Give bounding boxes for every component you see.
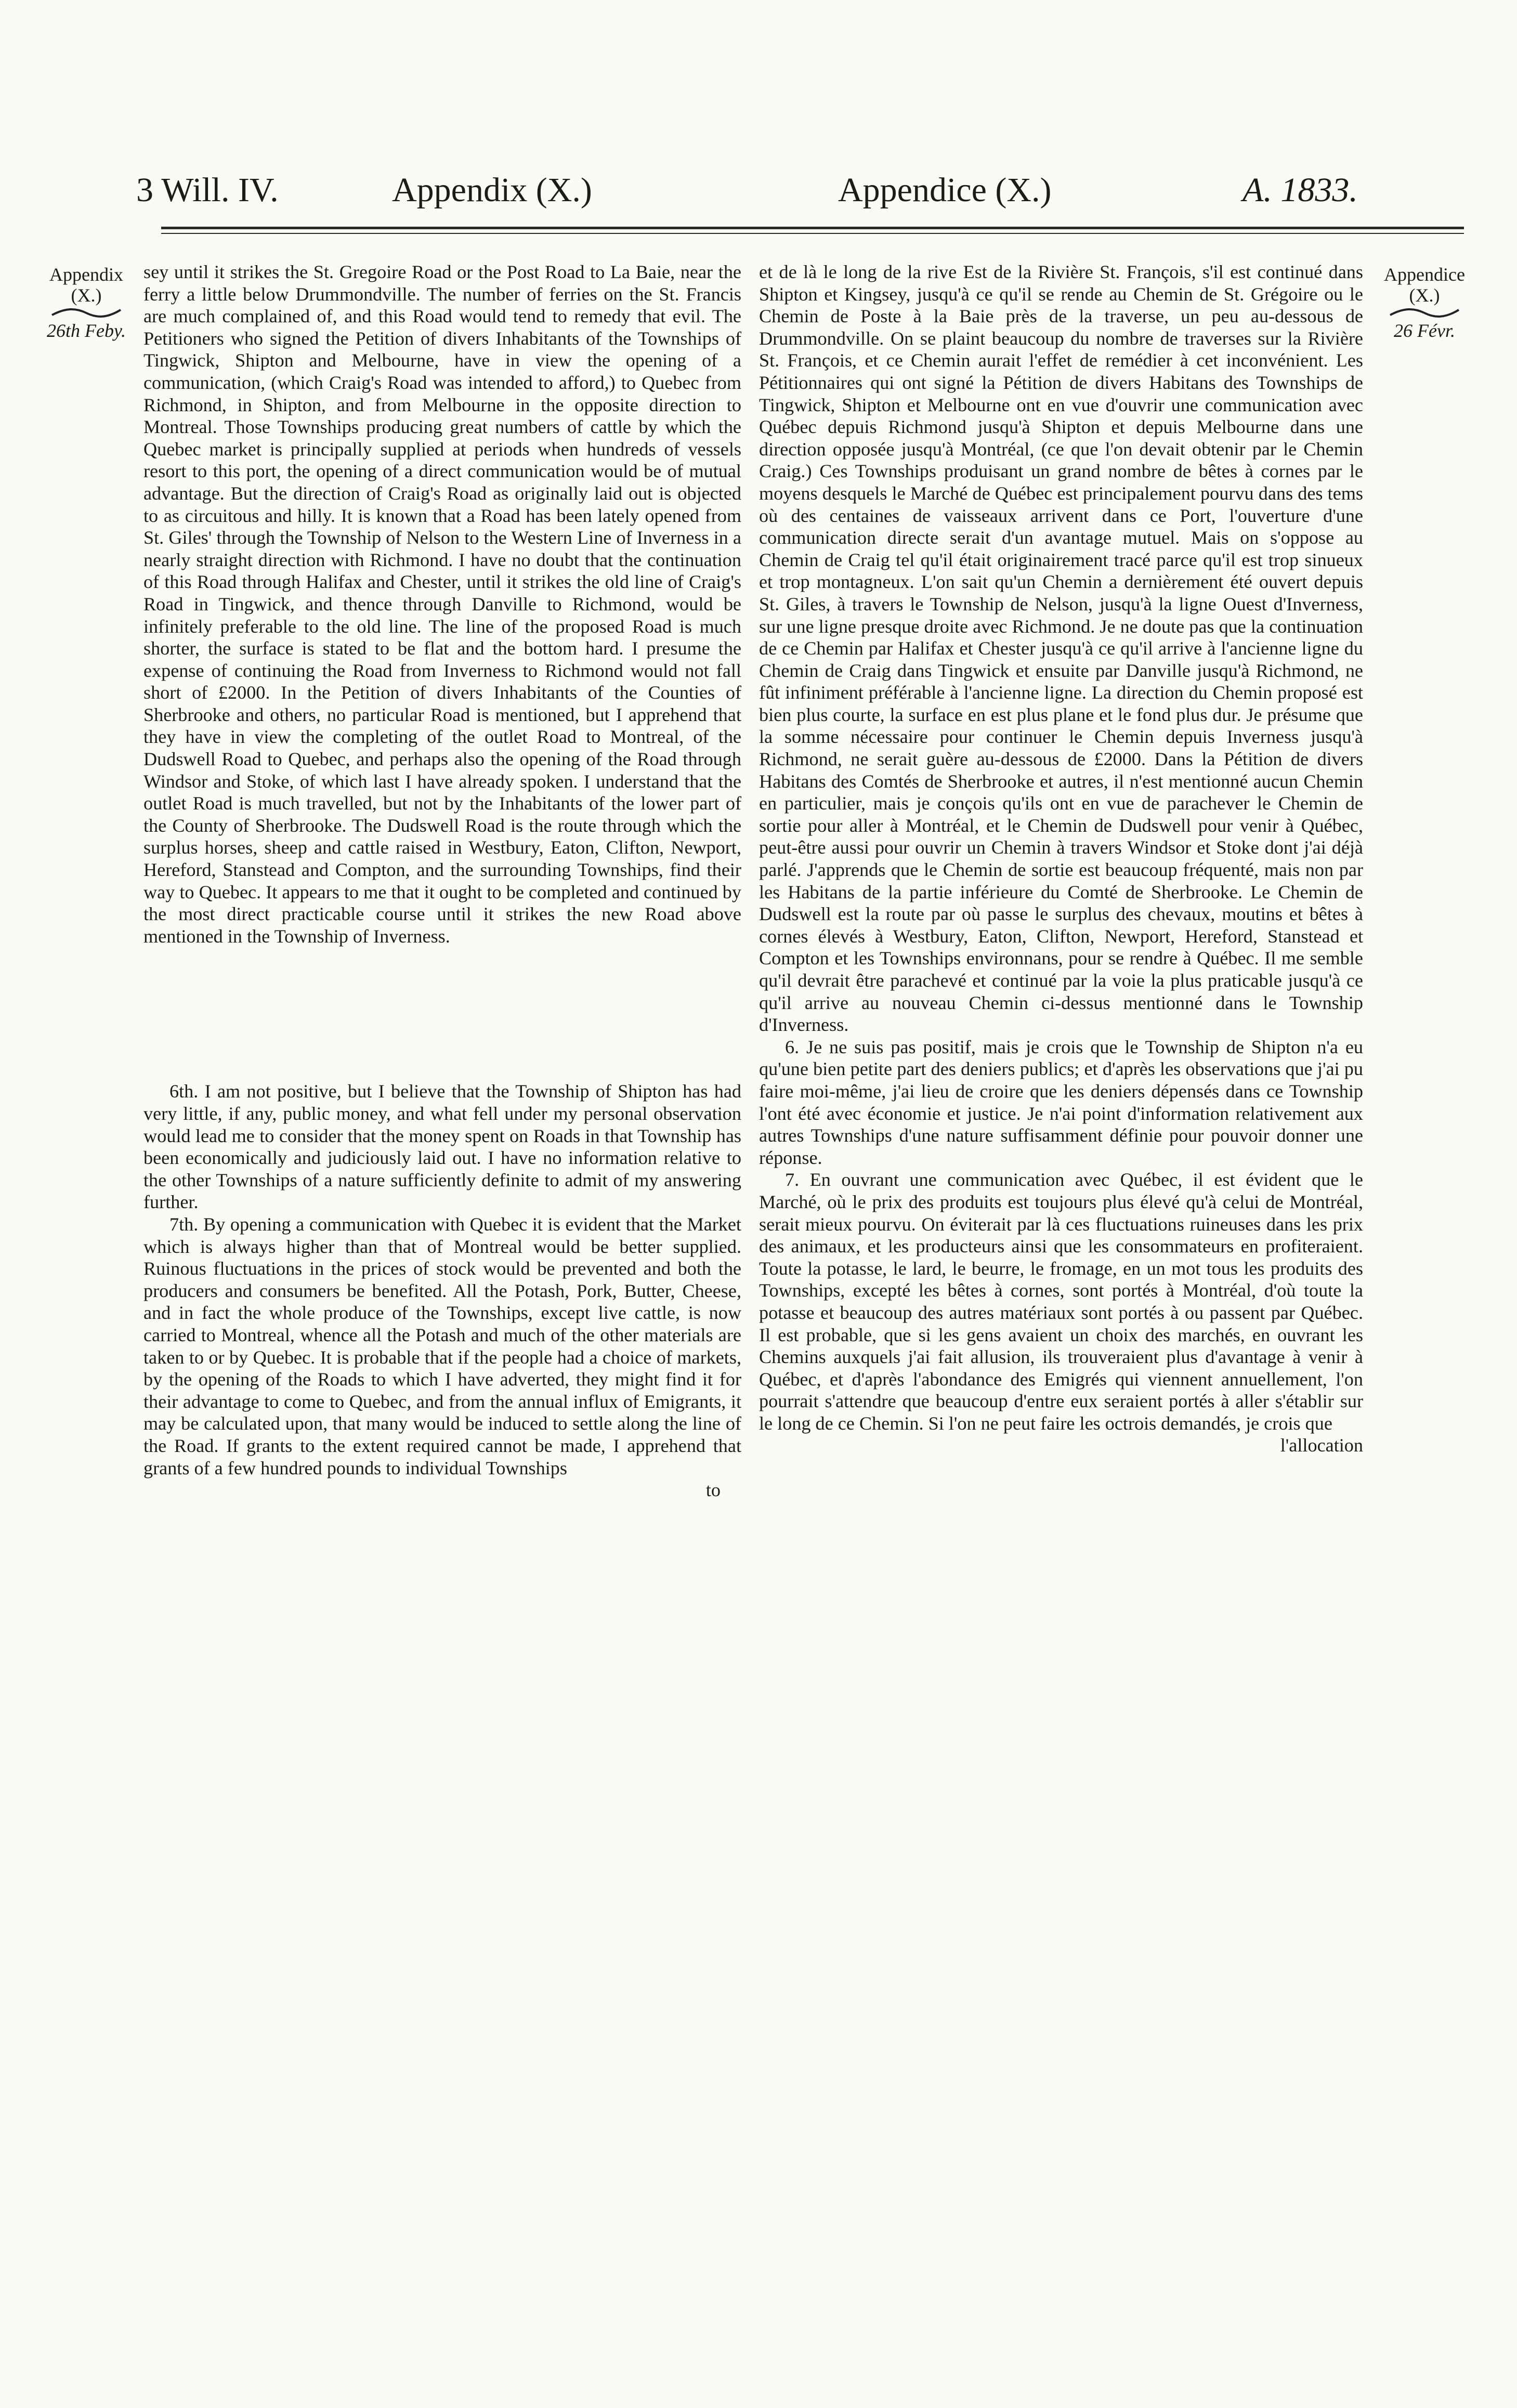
margin-code: (X.) xyxy=(1409,285,1440,306)
appendix-title-french: Appendice (X.) xyxy=(838,171,1052,209)
english-paragraph-6: 6th. I am not positive, but I believe that the Township of Shipton has had very little, if any, public money, and what fell under my personal observation would lead me to consider that the money spent on Roads in that Township has been economically and judiciously laid out. I have no information relative to the other Townships of a nature sufficiently definite to admit of my answering further. xyxy=(143,1081,741,1213)
english-column xyxy=(143,261,741,1501)
french-paragraph-6: 6. Je ne suis pas positif, mais je crois que le Township de Shipton n'a eu qu'une bien petite part des deniers publics; et d'après les observations que j'ai pu faire moi-même, j'ai lieu de croire que les deniers dépensés dans ce Township l'ont été avec économie et justice. Je n'ai point d'information relativement aux autres Townships d'une nature suffisamment définie pour pouvoir donner une réponse. xyxy=(759,1036,1363,1168)
margin-label: Appendix xyxy=(49,264,123,285)
english-paragraph: sey until it strikes the St. Gregoire Road or the Post Road to La Baie, near the ferry a little below Drummondville. The number of ferries on the St. Francis are much complained of, and this Road would tend to remedy that evil. The Petitioners who signed the Petition of divers Inhabitants of the Townships of Tingwick, Shipton and Melbourne, have in view the opening of a communication, (which Craig's Road was intended to afford,) to Quebec from Richmond, in Shipton, and from Melbourne in the opposite direction to Montreal. Those Townships producing great numbers of cattle by which the Quebec market is principally supplied at periods when hundreds of vessels resort to this port, the opening of a direct communication would be of mutual advantage. But the direction of Craig's Road as originally laid out is objected to as circuitous and hilly. It is known that a Road has been lately opened from St. Giles' through the Township of Nelson to the Western Line of Inverness in a nearly straight direction with Richmond. I have no doubt that the continuation of this Road through Halifax and Chester, until it strikes the old line of Craig's Road in Tingwick, and thence through Danville to Richmond, would be infinitely preferable to the old line. The line of the proposed Road is much shorter, the surface is stated to be flat and the bottom hard. I presume the expense of continuing the Road from Inverness to Richmond would not fall short of £2000. In the Petition of divers Inhabitants of the Counties of Sherbrooke and others, no particular Road is mentioned, but I apprehend that they have in view the completing of the outlet Road to Montreal, of the Dudswell Road to Quebec, and perhaps also the opening of the Road through Windsor and Stoke, of which last I have already spoken. I understand that the outlet Road is much travelled, but not by the Inhabitants of the lower part of the County of Sherbrooke. The Dudswell Road is the route through which the surplus horses, sheep and cattle raised in Westbury, Eaton, Clifton, Newport, Hereford, Stanstead and Compton, and the surrounding Townships, find their way to Quebec. It appears to me that it ought to be completed and continued by the most direct practicable course until it strikes the new Road above mentioned in the Township of Inverness. xyxy=(143,261,741,947)
reign-label: 3 Will. IV. xyxy=(136,171,279,209)
year-label: A. 1833. xyxy=(1243,171,1358,209)
margin-date: 26 Févr. xyxy=(1394,320,1455,341)
english-paragraph-7: 7th. By opening a communication with Quebec it is evident that the Market which is always higher than that of Montreal would be better supplied. Ruinous fluctuations in the prices of stock would be prevented and both the producers and consumers be benefited. All the Potash, Pork, Butter, Cheese, and in fact the whole produce of the Townships, except live cattle, is now carried to Montreal, whence all the Potash and much of the other materials are taken to or by Quebec. It is probable that if the people had a choice of markets, by the opening of the Roads to which I have adverted, they might find it for their advantage to come to Quebec, and from the annual influx of Emigrants, it may be calculated upon, that many would be induced to settle along the line of the Road. If grants to the extent required cannot be made, I apprehend that grants of a few hundred pounds to individual Townships xyxy=(143,1213,741,1478)
appendix-title-english: Appendix (X.) xyxy=(392,171,592,209)
margin-date: 26th Feby. xyxy=(47,320,126,341)
header-rule-thin xyxy=(161,233,1464,234)
header-rule-thick xyxy=(161,227,1464,229)
french-column xyxy=(759,261,1363,1457)
french-paragraph-7: 7. En ouvrant une communication avec Québec, il est évident que le Marché, où le prix des produits est toujours plus élevé qu'à celui de Montréal, serait mieux pourvu. On éviterait par là ces fluctuations ruineuses dans les prix des animaux, et les producteurs ainsi que les consommateurs en profiteraient. Toute la potasse, le lard, le beurre, le fromage, en un mot tous les produits des Townships, excepté les bêtes à cornes, sont portés à Montréal, d'où toute la potasse et beaucoup des autres matériaux sont portés à ou passent par Québec. Il est probable, que si les gens avaient un choix des marchés, en ouvrant les Chemins auxquels j'ai fait allusion, ils trouveraient plus d'avantage à venir à Québec, et d'après l'abondance des Emigrés qui viennent annuellement, l'on pourrait s'attendre que beaucoup d'entre eux seraient portés à aller s'établir sur le long de ce Chemin. Si l'on ne peut faire les octrois demandés, je crois que xyxy=(759,1169,1363,1434)
french-paragraph: et de là le long de la rive Est de la Rivière St. François, s'il est continué dans Shipton et Kingsey, jusqu'à ce qu'il se rende au Chemin de St. Grégoire ou le Chemin de Poste à la Baie près de la traverse, un peu au-dessous de Drummondville. On se plaint beaucoup du nombre de traverses sur la Rivière St. François, et ce Chemin aurait l'effet de remédier à cet inconvénient. Les Pétitionnaires qui ont signé la Pétition de divers Habitans des Townships de Tingwick, Shipton et Melbourne ont en vue d'ouvrir une communication avec Québec depuis Richmond jusqu'à Shipton et depuis Melbourne dans une direction opposée jusqu'à Montréal, (ce que l'on devait obtenir par le Chemin Craig.) Ces Townships produisant un grand nombre de bêtes à cornes par le moyens desquels le Marché de Québec est principalement pourvu dans des tems où des centaines de vaisseaux arrivent dans ce Port, l'ouverture d'une communication directe serait d'un avantage mutuel. Mais on s'oppose au Chemin de Craig tel qu'il était originairement tracé parce qu'il est trop sinueux et trop montagneux. L'on sait qu'un Chemin a dernièrement été ouvert depuis St. Giles, à travers le Township de Nelson, jusqu'à la ligne Ouest d'Inverness, sur une ligne presque droite avec Richmond. Je ne doute pas que la continuation de ce Chemin par Halifax et Chester jusqu'à ce qu'il arrive à l'ancienne ligne du Chemin de Craig dans Tingwick et ensuite par Danville jusqu'à Richmond, ne fût infiniment préférable à l'ancienne ligne. La direction du Chemin proposé est bien plus courte, la surface en est plus plane et le fond plus dur. Je présume que la somme nécessaire pour continuer le Chemin depuis Inverness jusqu'à Richmond, ne serait guère au-dessous de £2000. Dans la Pétition de divers Habitans des Comtés de Sherbrooke et autres, il n'est mentionné aucun Chemin en particulier, mais je conçois qu'ils ont en vue de parachever le Chemin de sortie pour aller à Montréal, et le Chemin de Dudswell pour venir à Québec, peut-être aussi pour ouvrir un Chemin à travers Windsor et Stoke dont j'ai déjà parlé. J'apprends que le Chemin de sortie est beaucoup fréquenté, mais non par les Habitans de la partie inférieure du Comté de Sherbrooke. Le Chemin de Dudswell est la route par où passe le surplus des chevaux, moutins et bêtes à cornes élevés à Westbury, Eaton, Clifton, Newport, Hereford, Stanstead et Compton et les Townships environnans, pour se rendre à Québec. Il me semble qu'il devrait être parachevé et continué par la voie la plus praticable jusqu'à ce qu'il arrive au nouveau Chemin ci-dessus mentionné dans le Township d'Inverness. xyxy=(759,261,1363,1036)
margin-label: Appendice xyxy=(1384,264,1465,285)
margin-code: (X.) xyxy=(71,285,102,306)
left-margin-note xyxy=(24,264,149,341)
right-margin-note xyxy=(1362,264,1487,341)
flourish-icon xyxy=(1388,307,1461,318)
flourish-icon xyxy=(50,307,123,318)
french-catchword: l'allocation xyxy=(1280,1435,1363,1456)
english-catchword: to xyxy=(705,1480,721,1501)
